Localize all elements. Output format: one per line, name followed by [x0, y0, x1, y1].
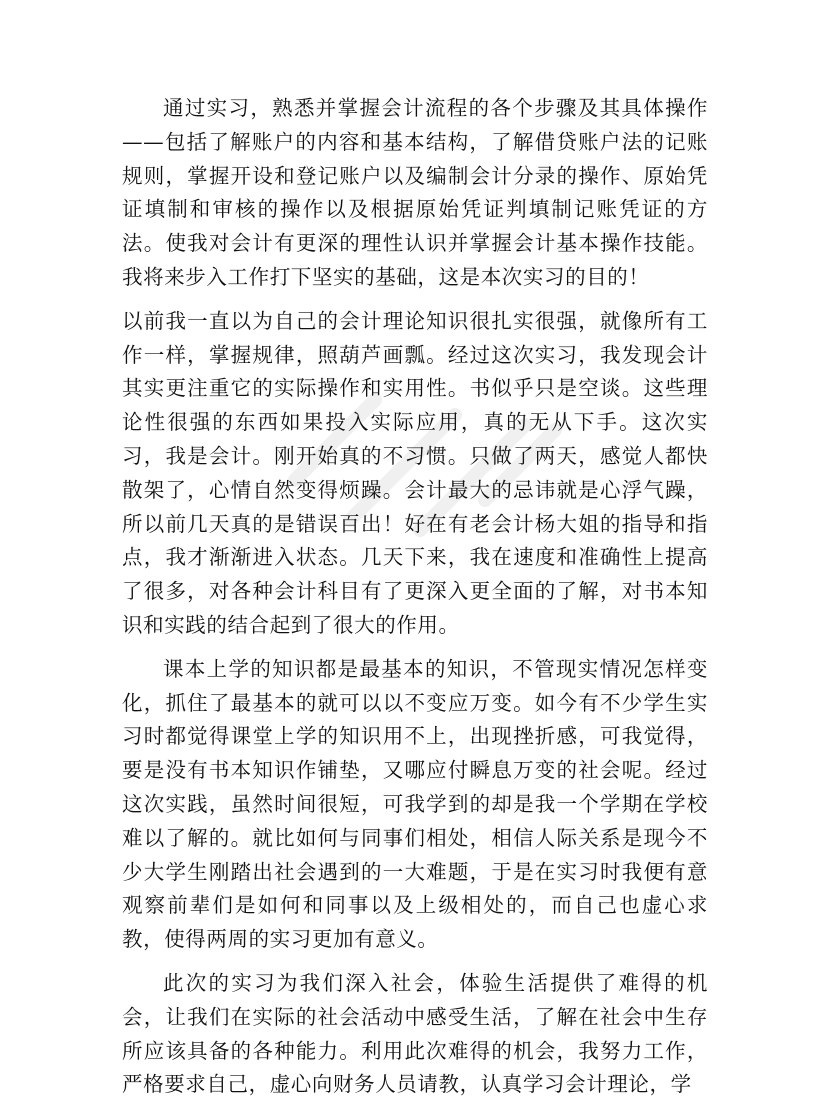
- text-line: 论性很强的东西如果投入实际应用，真的无从下手。这次实: [122, 410, 708, 435]
- text-line: 作一样，掌握规律，照葫芦画瓢。经过这次实习，我发现会计: [122, 342, 708, 367]
- text-line: 所以前几天真的是错误百出！好在有老会计杨大姐的指导和指: [122, 511, 708, 536]
- text-line: 这次实践，虽然时间很短，可我学到的却是我一个学期在学校: [122, 791, 708, 816]
- text-line: 点，我才渐渐进入状态。几天下来，我在速度和准确性上提高: [122, 545, 708, 570]
- text-line: 课本上学的知识都是最基本的知识，不管现实情况怎样变: [163, 656, 708, 681]
- text-line: ——包括了解账户的内容和基本结构，了解借贷账户法的记账: [122, 129, 708, 154]
- paragraph-1: [122, 92, 708, 295]
- text-line: 化，抓住了最基本的就可以以不变应万变。如今有不少学生实: [122, 690, 708, 715]
- text-line: 此次的实习为我们深入社会，体验生活提供了难得的机: [163, 970, 708, 995]
- text-line: 我将来步入工作打下坚实的基础，这是本次实习的目的！: [122, 264, 650, 289]
- text-line: 通过实习，熟悉并掌握会计流程的各个步骤及其具体操作: [163, 96, 708, 120]
- text-line: 教，使得两周的实习更加有意义。: [122, 927, 439, 952]
- text-line: 习时都觉得课堂上学的知识用不上，出现挫折感，可我觉得，: [122, 724, 708, 749]
- text-line: 难以了解的。就比如何与同事们相处，相信人际关系是现今不: [122, 825, 708, 850]
- text-line: 习，我是会计。刚开始真的不习惯。只做了两天，感觉人都快: [122, 443, 708, 468]
- text-line: 了很多，对各种会计科目有了更深入更全面的了解，对书本知: [122, 579, 708, 604]
- text-line: 少大学生刚踏出社会遇到的一大难题，于是在实习时我便有意: [122, 859, 708, 884]
- text-line: 要是没有书本知识作铺垫，又哪应付瞬息万变的社会呢。经过: [122, 758, 708, 783]
- text-line: 所应该具备的各种能力。利用此次难得的机会，我努力工作，: [122, 1038, 708, 1063]
- text-line: 识和实践的结合起到了很大的作用。: [122, 612, 460, 637]
- text-line: 以前我一直以为自己的会计理论知识很扎实很强，就像所有工: [122, 308, 708, 333]
- text-line: 证填制和审核的操作以及根据原始凭证判填制记账凭证的方: [122, 197, 708, 222]
- text-line: 观察前辈们是如何和同事以及上级相处的，而自己也虚心求: [122, 893, 708, 918]
- text-line: 严格要求自己，虚心向财务人员请教，认真学习会计理论，学: [122, 1072, 692, 1097]
- paragraph-2: [122, 305, 708, 643]
- text-line: 规则，掌握开设和登记账户以及编制会计分录的操作、原始凭: [122, 163, 708, 188]
- document-body: [122, 92, 708, 1112]
- text-line: 散架了，心情自然变得烦躁。会计最大的忌讳就是心浮气躁，: [122, 477, 708, 502]
- text-line: 法。使我对会计有更深的理性认识并掌握会计基本操作技能。: [122, 231, 708, 256]
- paragraph-3: [122, 653, 708, 957]
- paragraph-4: [122, 967, 708, 1102]
- text-line: 会，让我们在实际的社会活动中感受生活，了解在社会中生存: [122, 1004, 708, 1029]
- text-line: 其实更注重它的实际操作和实用性。书似乎只是空谈。这些理: [122, 376, 708, 401]
